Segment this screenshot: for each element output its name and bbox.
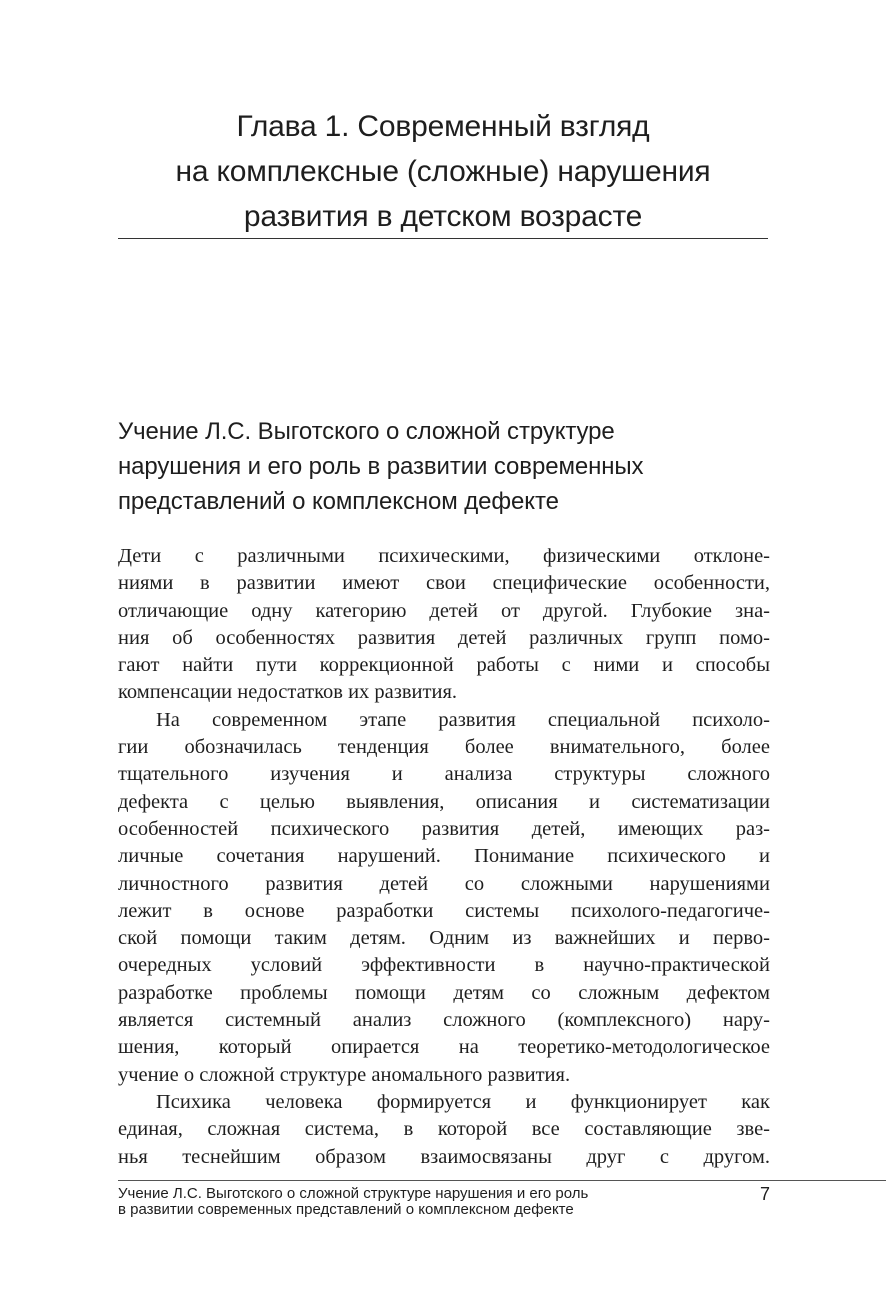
text-line: очередных условий эффективности в научно-практической xyxy=(118,954,770,977)
text-line: лежит в основе разработки системы психолого-педагогиче- xyxy=(118,899,770,922)
paragraph-3 xyxy=(118,1089,770,1171)
text-line: гии обозначилась тенденция более внимательного, более xyxy=(118,736,770,759)
running-footer-line: в развитии современных представлений о комплексном дефекте xyxy=(118,1201,574,1218)
text-line: единая, сложная система, в которой все составляющие зве- xyxy=(118,1118,770,1141)
text-line: ской помощи таким детям. Одним из важнейших и перво- xyxy=(118,927,770,950)
text-line: Психика человека формируется и функционирует как xyxy=(156,1090,770,1113)
text-line: является системный анализ сложного (комплексного) нару- xyxy=(118,1009,770,1032)
chapter-title-line: Глава 1. Современный взгляд xyxy=(236,110,650,143)
text-line: учение о сложной структуре аномального развития. xyxy=(118,1063,571,1086)
running-footer xyxy=(118,1186,718,1218)
text-line: личные сочетания нарушений. Понимание психического и xyxy=(118,845,770,868)
section-heading-line: нарушения и его роль в развитии современных xyxy=(118,453,644,480)
text-line: гают найти пути коррекционной работы с ними и способы xyxy=(118,654,770,677)
paragraph-1 xyxy=(118,543,770,707)
text-line: тщательного изучения и анализа структуры сложного xyxy=(118,763,770,786)
text-line: нья теснейшим образом взаимосвязаны друг с другом. xyxy=(118,1145,770,1168)
section-heading-line: представлений о комплексном дефекте xyxy=(118,488,559,515)
paragraph-2 xyxy=(118,707,770,1089)
text-line: разработке проблемы помощи детям со сложным дефектом xyxy=(118,981,770,1004)
chapter-title-line: развития в детском возрасте xyxy=(243,200,643,233)
chapter-title-divider xyxy=(118,238,768,239)
section-heading-line: Учение Л.С. Выготского о сложной структуре xyxy=(118,418,615,445)
text-line: На современном этапе развития специальной психоло- xyxy=(156,708,770,731)
text-line: особенностей психического развития детей, имеющих раз- xyxy=(118,817,770,840)
text-line: отличающие одну категорию детей от другой. Глубокие зна- xyxy=(118,599,770,622)
chapter-title-line: на комплексные (сложные) нарушения xyxy=(175,155,711,188)
text-line: личностного развития детей со сложными нарушениями xyxy=(118,872,770,895)
running-footer-line: Учение Л.С. Выготского о сложной структуре нарушения и его роль xyxy=(118,1185,589,1202)
chapter-title xyxy=(118,104,768,239)
page-number: 7 xyxy=(759,1184,770,1204)
text-line: ниями в развитии имеют свои специфические особенности, xyxy=(118,572,770,595)
text-line: компенсации недостатков их развития. xyxy=(118,681,458,704)
text-line: дефекта с целью выявления, описания и систематизации xyxy=(118,790,770,813)
text-line: шения, который опирается на теоретико-методологическое xyxy=(118,1036,770,1059)
text-line: Дети с различными психическими, физическими отклоне- xyxy=(118,545,770,567)
section-heading xyxy=(118,414,778,519)
text-line: ния об особенностях развития детей различных групп помо- xyxy=(118,626,770,649)
footer-divider xyxy=(118,1180,886,1181)
body-text xyxy=(118,543,770,1171)
